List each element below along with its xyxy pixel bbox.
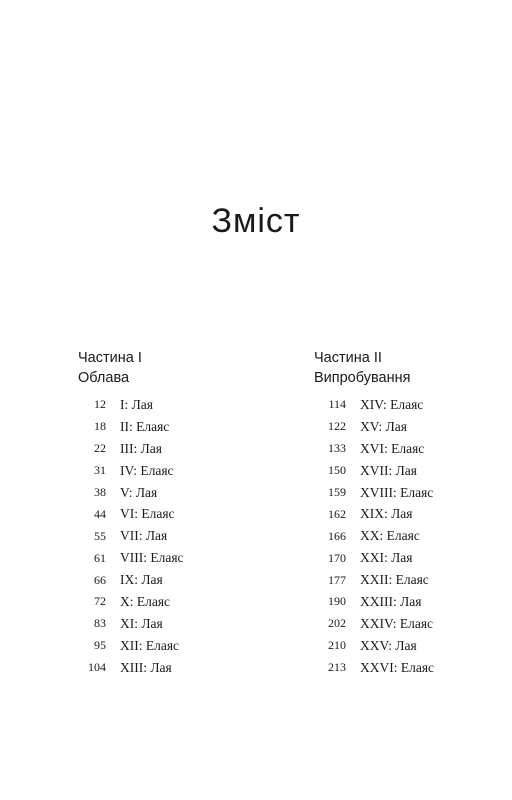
toc-entry <box>314 416 494 438</box>
toc-page-number: 104 <box>88 660 106 675</box>
toc-chapter-title: XXV: Лая <box>360 637 417 653</box>
toc-page-number: 22 <box>94 441 106 456</box>
toc-chapter-title: VII: Лая <box>120 528 168 544</box>
toc-chapter-title: XX: Елаяс <box>360 528 420 544</box>
toc-chapter-title: I: Лая <box>120 396 153 412</box>
part-label: Частина II <box>314 350 382 366</box>
toc-page-number: 72 <box>94 594 106 609</box>
toc-entry <box>314 460 494 482</box>
toc-entry <box>78 569 278 591</box>
toc-chapter-title: XXII: Елаяс <box>360 572 429 588</box>
toc-entry <box>314 657 494 679</box>
toc-chapter-title: XVI: Елаяс <box>360 440 425 456</box>
toc-chapter-title: XIV: Елаяс <box>360 396 424 412</box>
toc-entry <box>78 547 278 569</box>
part-name: Випробування <box>314 370 411 386</box>
toc-chapter-title: VIII: Елаяс <box>120 550 184 566</box>
toc-entry <box>314 547 494 569</box>
toc-page-number: 44 <box>94 506 106 521</box>
toc-page-number: 202 <box>328 616 346 631</box>
toc-entry <box>78 613 278 635</box>
page-title: Зміст <box>211 202 301 240</box>
toc-page-number: 122 <box>328 419 346 434</box>
toc-entry <box>314 569 494 591</box>
toc-entry <box>314 525 494 547</box>
toc-chapter-title: II: Елаяс <box>120 418 170 434</box>
toc-chapter-title: XXIV: Елаяс <box>360 615 434 631</box>
toc-chapter-title: IX: Лая <box>120 572 163 588</box>
toc-chapter-title: VI: Елаяс <box>120 506 175 522</box>
toc-page-number: 66 <box>94 572 106 587</box>
toc-page-number: 55 <box>94 528 106 543</box>
toc-page-number: 83 <box>94 616 106 631</box>
toc-entry <box>78 503 278 525</box>
part-name: Облава <box>78 370 130 386</box>
toc-entry <box>314 438 494 460</box>
toc-chapter-title: XVII: Лая <box>360 462 417 478</box>
toc-page-number: 213 <box>328 660 346 675</box>
toc-entry <box>78 657 278 679</box>
toc-entry <box>314 482 494 504</box>
toc-entry <box>314 503 494 525</box>
toc-page-number: 61 <box>94 550 106 565</box>
toc-page-number: 114 <box>328 397 346 412</box>
toc-chapter-title: XII: Елаяс <box>120 637 180 653</box>
toc-chapter-title: V: Лая <box>120 484 158 500</box>
toc-entry <box>78 482 278 504</box>
toc-page-number: 133 <box>328 441 346 456</box>
toc-part-1 <box>78 348 278 679</box>
toc-entry <box>78 525 278 547</box>
toc-entry <box>78 416 278 438</box>
toc-entry <box>78 460 278 482</box>
toc-entries-part-1 <box>78 394 278 679</box>
toc-chapter-title: XV: Лая <box>360 418 407 434</box>
toc-chapter-title: XXVI: Елаяс <box>360 659 435 675</box>
toc-chapter-title: XVIII: Елаяс <box>360 484 434 500</box>
toc-chapter-title: XI: Лая <box>120 615 163 631</box>
toc-page-number: 95 <box>94 638 106 653</box>
toc-chapter-title: XIX: Лая <box>360 506 413 522</box>
toc-chapter-title: XXIII: Лая <box>360 593 422 609</box>
toc-entry <box>314 591 494 613</box>
toc-page-number: 159 <box>328 485 346 499</box>
toc-chapter-title: IV: Елаяс <box>120 462 174 478</box>
toc-page-number: 170 <box>328 550 346 565</box>
toc-page-number: 162 <box>328 506 346 521</box>
toc-entry <box>314 613 494 635</box>
toc-entry <box>78 438 278 460</box>
toc-page-number: 18 <box>94 419 106 434</box>
toc-page-number: 210 <box>328 638 346 653</box>
toc-entry <box>314 394 494 416</box>
toc-chapter-title: XXI: Лая <box>360 550 413 566</box>
toc-chapter-title: III: Лая <box>120 440 162 456</box>
toc-chapter-title: XIII: Лая <box>120 659 172 675</box>
toc-page-number: 31 <box>94 463 106 478</box>
toc-page-number: 150 <box>328 463 346 478</box>
toc-page-number: 177 <box>328 572 346 587</box>
toc-page-number: 166 <box>328 528 346 543</box>
part-label: Частина I <box>78 350 142 366</box>
toc-page-number: 12 <box>94 397 106 412</box>
toc-page-number: 38 <box>94 485 106 499</box>
toc-chapter-title: X: Елаяс <box>120 593 171 609</box>
toc-page-number: 190 <box>328 594 346 609</box>
toc-entry <box>78 635 278 657</box>
toc-entry <box>78 591 278 613</box>
toc-entry <box>314 635 494 657</box>
toc-part-2 <box>314 348 494 679</box>
toc-entries-part-2 <box>314 394 494 679</box>
toc-entry <box>78 394 278 416</box>
